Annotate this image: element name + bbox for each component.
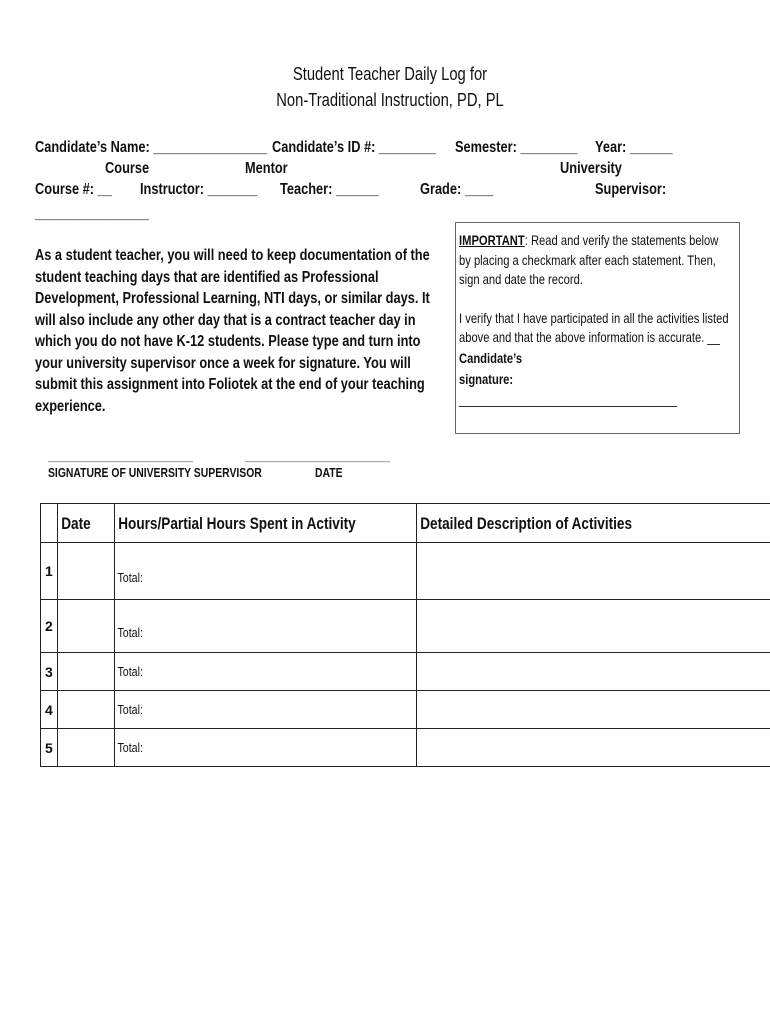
university-supervisor-field[interactable]: ________________ bbox=[35, 205, 149, 222]
supervisor-date-line[interactable]: _____________________________ bbox=[245, 452, 391, 462]
supervisor-date-label: DATE bbox=[315, 465, 343, 480]
course-label: Course bbox=[105, 160, 150, 177]
row-number: 4 bbox=[41, 691, 58, 729]
table-row bbox=[41, 543, 770, 600]
university-supervisor-label: Supervisor: bbox=[595, 181, 667, 198]
table-header-row bbox=[41, 504, 770, 543]
header-row-number bbox=[41, 504, 58, 543]
date-cell[interactable] bbox=[57, 729, 114, 767]
date-cell[interactable] bbox=[57, 543, 114, 600]
header-hours: Hours/Partial Hours Spent in Activity bbox=[115, 504, 417, 543]
important-instructions: : Read and verify the statements below by placing a checkmark after each statement. Then, sign and date the record. bbox=[459, 232, 719, 287]
header-date: Date bbox=[57, 504, 114, 543]
hours-cell[interactable] bbox=[115, 653, 417, 691]
row-number: 2 bbox=[41, 600, 58, 653]
candidate-id-field[interactable]: Candidate’s ID #: ________ bbox=[272, 139, 436, 156]
total-label: Total: bbox=[117, 701, 144, 717]
date-cell[interactable] bbox=[57, 653, 114, 691]
row-number: 5 bbox=[41, 729, 58, 767]
hours-cell[interactable] bbox=[115, 543, 417, 600]
mentor-label: Mentor bbox=[245, 160, 288, 177]
hours-cell[interactable] bbox=[115, 691, 417, 729]
instructions-paragraph: As a student teacher, you will need to keep documentation of the student teaching days that are identified as Professional Development, Professional Learning, NTI days, or similar days. It will also include any other day that is a contract teacher day in which you do not have K-12 students. Please type and turn into your university supervisor once a week for signature. You will submit this assignment into Foliotek at the end of your teaching experience. bbox=[35, 247, 430, 415]
description-cell[interactable] bbox=[417, 691, 770, 729]
total-label: Total: bbox=[117, 569, 144, 585]
important-statement bbox=[459, 231, 731, 290]
course-number-field[interactable]: Course #: __ bbox=[35, 181, 112, 198]
date-cell[interactable] bbox=[57, 600, 114, 653]
important-notice-box bbox=[455, 222, 740, 434]
candidate-signature-label: Candidate’s signature: bbox=[459, 349, 523, 387]
table-row bbox=[41, 653, 770, 691]
mentor-teacher-field[interactable]: Teacher: ______ bbox=[280, 181, 379, 198]
verification-statement[interactable]: I verify that I have participated in all the activities listed above and that the above information is accurate. __ bbox=[459, 309, 729, 345]
description-cell[interactable] bbox=[417, 543, 770, 600]
description-cell[interactable] bbox=[417, 600, 770, 653]
total-label: Total: bbox=[117, 663, 144, 679]
important-heading: IMPORTANT bbox=[459, 232, 525, 248]
candidate-signature-line[interactable]: ___________________________________ bbox=[459, 390, 678, 407]
supervisor-signature-label: SIGNATURE OF UNIVERSITY SUPERVISOR bbox=[48, 465, 262, 480]
header-description: Detailed Description of Activities bbox=[417, 504, 770, 543]
candidate-name-field[interactable]: Candidate’s Name: ________________ bbox=[35, 139, 268, 156]
form-title-line-1: Student Teacher Daily Log for bbox=[292, 64, 488, 84]
table-row bbox=[41, 729, 770, 767]
description-cell[interactable] bbox=[417, 729, 770, 767]
row-number: 1 bbox=[41, 543, 58, 600]
date-cell[interactable] bbox=[57, 691, 114, 729]
hours-cell[interactable] bbox=[115, 729, 417, 767]
supervisor-signature-line[interactable]: _____________________________ bbox=[48, 452, 194, 462]
total-label: Total: bbox=[117, 624, 144, 640]
semester-field[interactable]: Semester: ________ bbox=[455, 139, 578, 156]
grade-field[interactable]: Grade: ____ bbox=[420, 181, 494, 198]
instructor-field[interactable]: Instructor: _______ bbox=[140, 181, 258, 198]
year-field[interactable]: Year: ______ bbox=[595, 139, 673, 156]
row-number: 3 bbox=[41, 653, 58, 691]
description-cell[interactable] bbox=[417, 653, 770, 691]
university-label: University bbox=[560, 160, 622, 177]
hours-cell[interactable] bbox=[115, 600, 417, 653]
activity-log-table bbox=[40, 503, 770, 767]
form-title-line-2: Non-Traditional Instruction, PD, PL bbox=[276, 90, 504, 110]
table-row bbox=[41, 691, 770, 729]
table-row bbox=[41, 600, 770, 653]
total-label: Total: bbox=[117, 739, 144, 755]
